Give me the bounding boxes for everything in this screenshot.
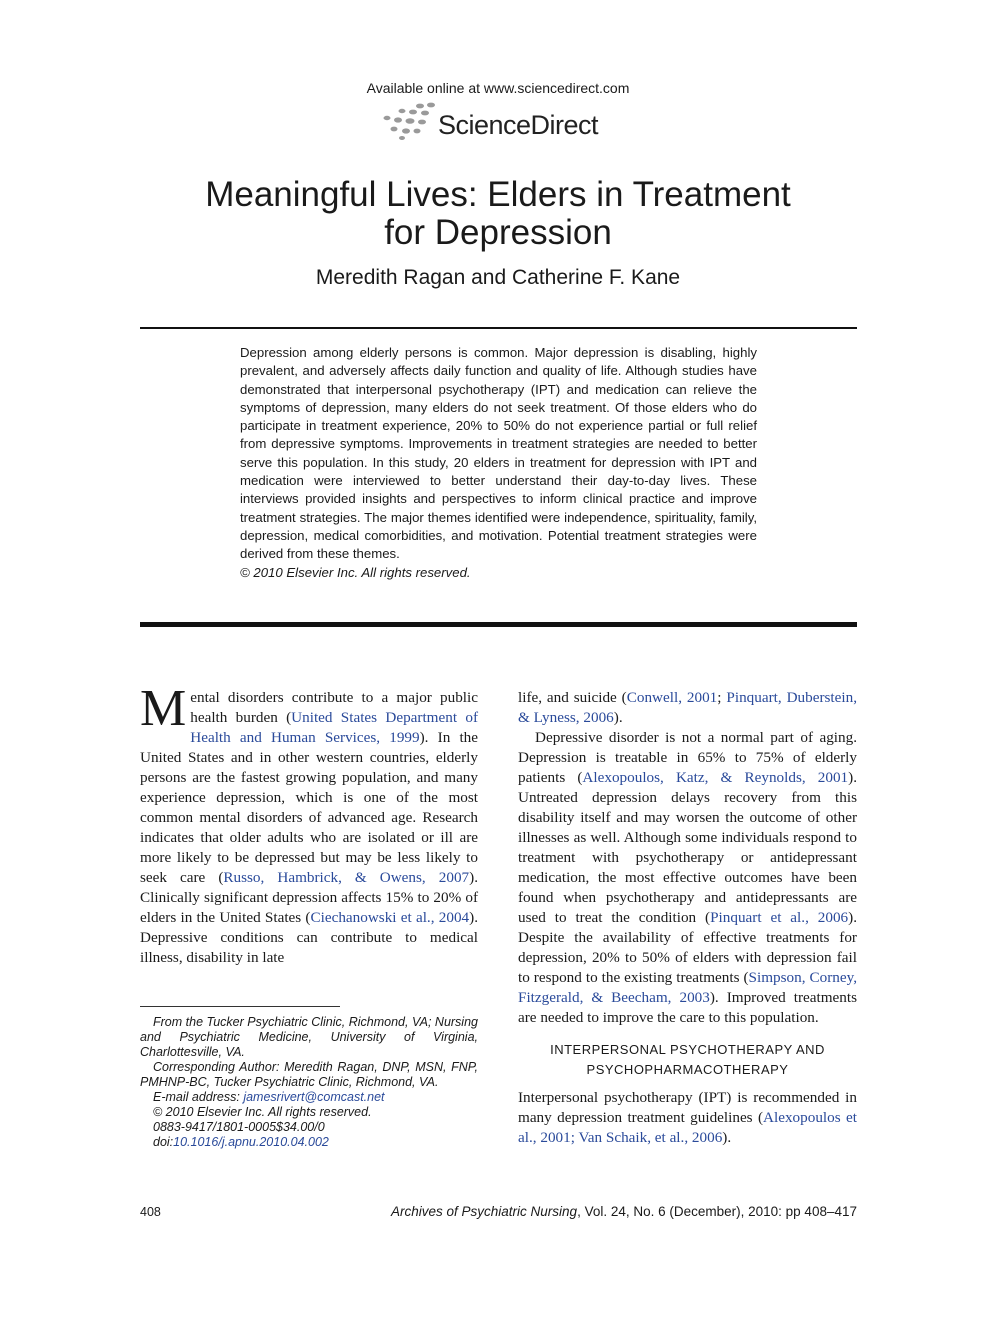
abstract-bottom-rule: [140, 622, 857, 627]
email-label: E-mail address:: [153, 1090, 244, 1104]
issn-note: 0883-9417/1801-0005$34.00/0: [153, 1120, 325, 1134]
corresponding-author-note: Corresponding Author: Meredith Ragan, DNP, MSN, FNP, PMHNP-BC, Tucker Psychiatric Clinic, Richmond, VA.: [140, 1060, 478, 1089]
text-run: ). In the United States and in other western countries, elderly persons are the fastest growing population, and many experience depression, which is one of the most common mental disorders of advanced age. Research indicates that older adults who are isolated or ill are more likely to be depressed but may be less likely to seek care (: [140, 729, 478, 886]
paragraph: [518, 1088, 857, 1148]
text-run: ). Despite the availability of effective treatments for depression, 20% to 50% of elders with depression fail to respond to the existing treatments (: [518, 909, 857, 986]
body-column-right: [518, 688, 857, 1148]
footnote-rule: [140, 1006, 340, 1007]
abstract: [240, 344, 757, 582]
authors: Meredith Ragan and Catherine F. Kane: [315, 266, 681, 289]
text-run: ). Depressive conditions can contribute to medical illness, disability in late: [140, 909, 478, 966]
journal-name: Archives of Psychiatric Nursing: [391, 1204, 578, 1219]
citation-link[interactable]: Simpson, Corney, Fitzgerald, & Beecham, 2003: [518, 969, 857, 1006]
journal-citation: [300, 1204, 857, 1219]
citation-link[interactable]: Alexopoulos et al., 2001; Van Schaik, et al., 2006: [518, 1109, 857, 1146]
intro-paragraph: [140, 680, 478, 968]
citation-link[interactable]: Alexopoulos, Katz, & Reynolds, 2001: [582, 769, 849, 786]
paragraph: [518, 728, 857, 1028]
article-title: [120, 176, 876, 252]
doi-label: doi:: [153, 1135, 174, 1149]
abstract-text: Depression among elderly persons is common. Major depression is disabling, highly prevalent, and adversely affects daily function and quality of life. Although studies have demonstrated that interpersonal psychotherapy (IPT) and medication can relieve the symptoms of depression, many elders do not seek treatment. Of those elders who do participate in treatment experience, 20% to 50% do not experience partial or full relief from depressive symptoms. Improvements in treatment strategies are needed to better serve this population. In this study, 20 elders in treatment for depression with IPT and medication were interviewed to better understand their day-to-day lives. These interviews provided insights and perspectives to inform clinical practice and improve treatment strategies. The major themes identified were independence, spirituality, family, depression, medical comorbidities, and motivation. Potential treatment strategies were derived from these themes.: [240, 345, 757, 562]
section-heading: INTERPERSONAL PSYCHOTHERAPY AND PSYCHOPHARMACOTHERAPY: [550, 1042, 825, 1077]
body-column-left: [140, 680, 478, 968]
journal-details: , Vol. 24, No. 6 (December), 2010: pp 408–417: [577, 1204, 857, 1219]
text-run: ;: [717, 689, 727, 706]
text-run: Interpersonal psychotherapy (IPT) is recommended in many depression treatment guidelines (: [518, 1089, 857, 1126]
text-run: life, and suicide (: [518, 689, 627, 706]
citation-link[interactable]: Ciechanowski et al., 2004: [310, 909, 470, 926]
title-line-1: Meaningful Lives: Elders in Treatment: [205, 175, 791, 214]
sciencedirect-logo-text: ScienceDirect: [438, 110, 599, 140]
citation-link[interactable]: Conwell, 2001: [626, 689, 718, 706]
citation-link[interactable]: United States Department of Health and Human Services, 1999: [190, 709, 478, 746]
citation-link[interactable]: Russo, Hambrick, & Owens, 2007: [223, 869, 470, 886]
text-run: ). Clinically significant depression affects 15% to 20% of elders in the United States (: [140, 869, 478, 926]
email-note: [140, 1090, 478, 1105]
text-run: ).: [613, 709, 623, 726]
affiliation-note: From the Tucker Psychiatric Clinic, Richmond, VA; Nursing and Psychiatric Medicine, University of Virginia, Charlottesville, VA.: [140, 1015, 478, 1059]
citation-link[interactable]: Pinquart et al., 2006: [710, 909, 849, 926]
doi-note: [140, 1135, 478, 1150]
continued-paragraph: [518, 688, 857, 728]
abstract-top-rule: [140, 327, 857, 329]
drop-cap: M: [140, 680, 187, 737]
text-run: ental disorders contribute to a major public health burden (: [190, 689, 478, 726]
abstract-copyright: © 2010 Elsevier Inc. All rights reserved.: [240, 564, 471, 580]
footnotes: [140, 1015, 478, 1150]
email-link[interactable]: jamesrivert@comcast.net: [243, 1090, 385, 1104]
text-run: ). Improved treatments are needed to improve the care to this population.: [518, 989, 858, 1026]
text-run: ). Untreated depression delays recovery from this disability itself and may worsen the outcome of other illnesses as well. Although some individuals respond to treatment with psychotherapy or antidepressant medication, the most effective outcomes have been found when psychotherapy and antidepressants are used to treat the condition (: [518, 769, 858, 926]
title-line-2: for Depression: [384, 213, 612, 252]
sciencedirect-logo[interactable]: [380, 102, 620, 146]
available-online-note: Available online at www.sciencedirect.com: [366, 80, 630, 96]
doi-link[interactable]: 10.1016/j.apnu.2010.04.002: [173, 1135, 329, 1149]
text-run: Depressive disorder is not a normal part of aging. Depression is treatable in 65% to 75% of elderly patients (: [518, 729, 857, 786]
citation-link[interactable]: Pinquart, Duberstein, & Lyness, 2006: [518, 689, 857, 726]
footnote-copyright: © 2010 Elsevier Inc. All rights reserved.: [153, 1105, 372, 1119]
text-run: ).: [722, 1129, 732, 1146]
sciencedirect-dots-icon: [380, 102, 438, 142]
page-number: 408: [140, 1205, 161, 1219]
